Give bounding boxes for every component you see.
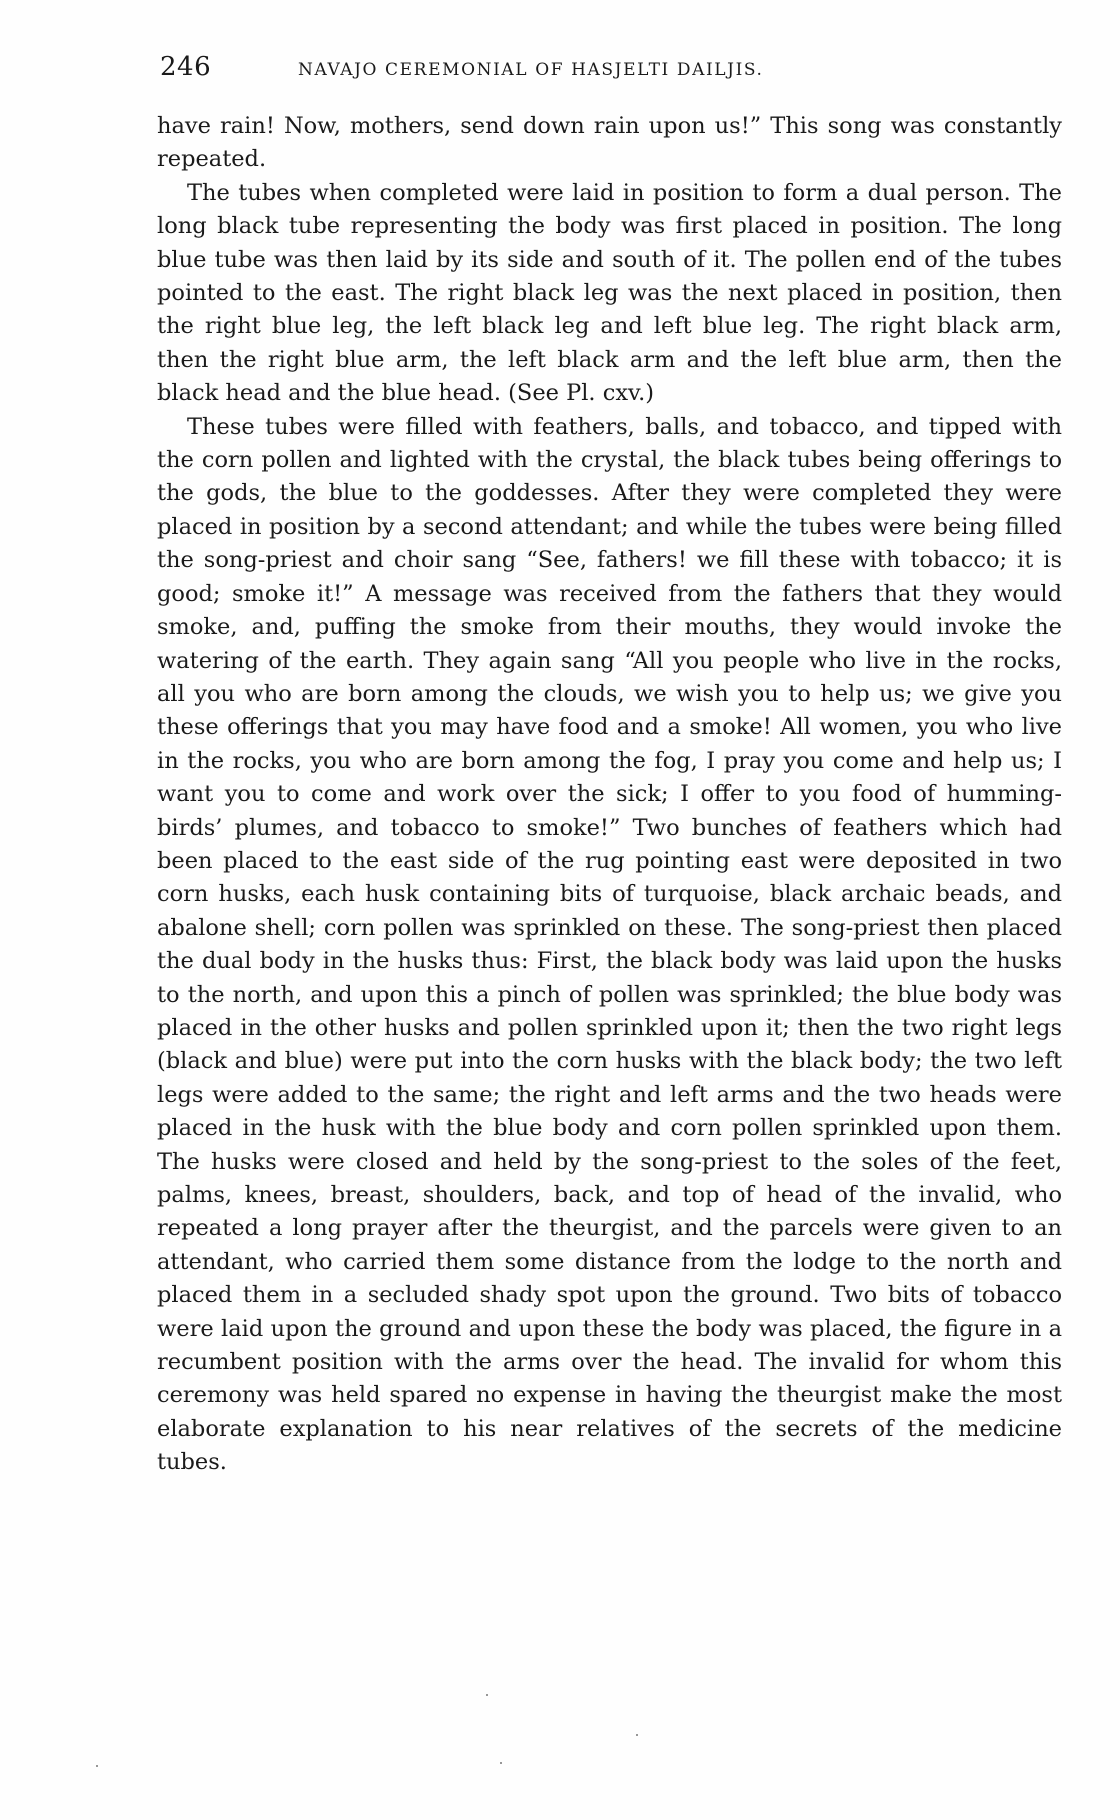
paper-speck — [636, 1734, 638, 1736]
paragraph-tube-offering: These tubes were filled with feathers, balls, and tobacco, and tipped with the corn pollen and lighted with the crystal, the black tubes being offerings to the gods, the blue to the goddesses. After they were completed they were placed in position by a second attendant; and while the tubes were being filled the song-priest and choir sang “See, fathers! we fill these with tobacco; it is good; smoke it!” A message was received from the fathers that they would smoke, and, puffing the smoke from their mouths, they would invoke the watering of the earth. They again sang “All you people who live in the rocks, all you who are born among the clouds, we wish you to help us; we give you these offerings that you may have food and a smoke! All women, you who live in the rocks, you who are born among the fog, I pray you come and help us; I want you to come and work over the sick; I offer to you food of humming-birds’ plumes, and tobacco to smoke!” Two bunches of feathers which had been placed to the east side of the rug pointing east were deposited in two corn husks, each husk containing bits of turquoise, black archaic beads, and abalone shell; corn pollen was sprinkled on these. The song-priest then placed the dual body in the husks thus: First, the black body was laid upon the husks to the north, and upon this a pinch of pollen was sprinkled; the blue body was placed in the other husks and pollen sprinkled upon it; then the two right legs (black and blue) were put into the corn husks with the black body; the two left legs were added to the same; the right and left arms and the two heads were placed in the husk with the blue body and corn pollen sprinkled upon them. The husks were closed and held by the song-priest to the soles of the feet, palms, knees, breast, shoulders, back, and top of head of the invalid, who repeated a long prayer after the theurgist, and the parcels were given to an attendant, who carried them some distance from the lodge to the north and placed them in a secluded shady spot upon the ground. Two bits of tobacco were laid upon the ground and upon these the body was placed, the figure in a recumbent position with the arms over the head. The invalid for whom this ceremony was held spared no expense in having the theurgist make the most elaborate explanation to his near relatives of the secrets of the medicine tubes. — [157, 413, 1062, 1476]
paper-speck — [500, 1762, 502, 1764]
page-header — [160, 52, 960, 82]
page-number: 246 — [160, 52, 212, 82]
running-title: NAVAJO CEREMONIAL OF HASJELTI DAILJIS. — [298, 60, 764, 80]
paragraph-tube-placement: The tubes when completed were laid in position to form a dual person. The long black tube representing the body was first placed in position. The long blue tube was then laid by its side and south of it. The pollen end of the tubes pointed to the east. The right black leg was the next placed in position, then the right blue leg, the left black leg and left blue leg. The right black arm, then the right blue arm, the left black arm and the left blue arm, then the black head and the blue head. (See Pl. cxv.) — [157, 179, 1062, 407]
body-text — [157, 110, 1062, 1480]
paper-speck — [486, 1694, 488, 1696]
paper-speck — [96, 1765, 98, 1767]
paragraph-continued: have rain! Now, mothers, send down rain upon us!” This song was constantly repeated. — [157, 113, 1062, 173]
